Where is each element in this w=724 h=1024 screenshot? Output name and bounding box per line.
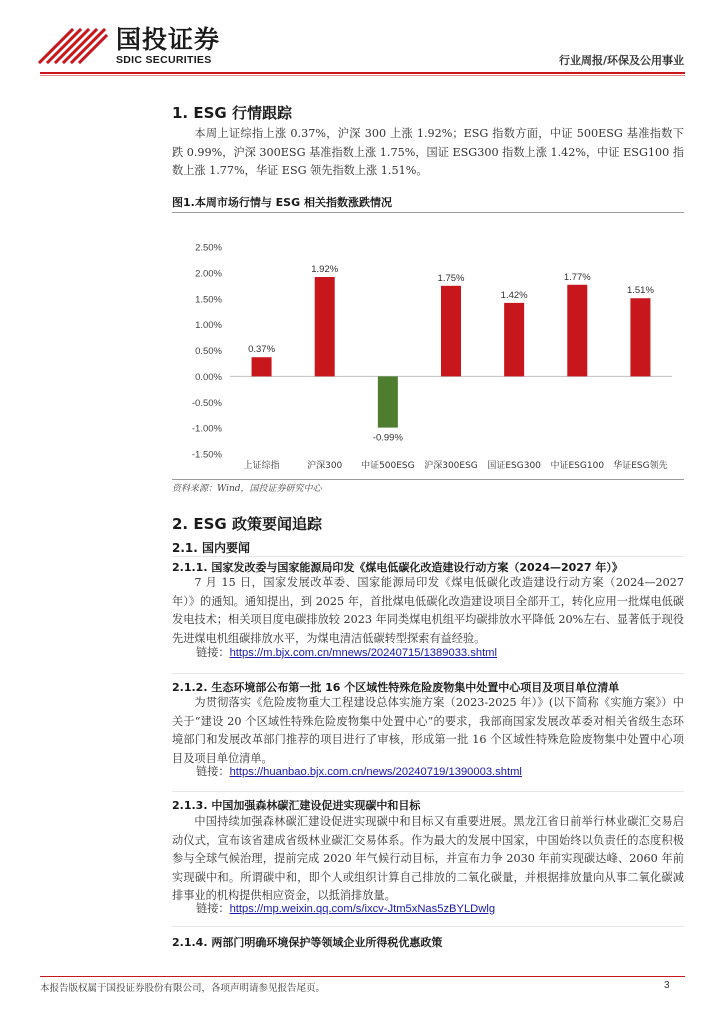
section-divider: [172, 926, 684, 927]
news-body-1: 7 月 15 日，国家发展改革委、国家能源局印发《煤电低碳化改造建设行动方案（2024—2027 年）》的通知。通知提出，到 2025 年，首批煤电低碳化改造建设项目全部开工，转化应用一批煤电低碳发电技术；相关项目度电碳排放较 2023 年同类煤电机组平均碳排放水平降低 20%左右、显著低于现役先进煤电机组碳排放水平，为煤电清洁低碳转型探索有益经验。: [172, 576, 684, 645]
news-title-4: 2.1.4. 两部门明确环境保护等领域企业所得税优惠政策: [172, 936, 443, 949]
x-category-label: 华证ESG领先: [613, 461, 668, 471]
y-tick-label: 0.50%: [195, 346, 222, 357]
link-label: 链接：: [196, 646, 230, 659]
bar-0: [252, 357, 272, 376]
footer-disclaimer: 本报告版权属于国投证券股份有限公司，各项声明请参见报告尾页。: [40, 983, 326, 994]
y-tick-label: 1.50%: [195, 294, 222, 306]
logo-mark-icon: [36, 26, 110, 66]
y-tick-label: 2.00%: [195, 268, 222, 280]
news-link-line-3: [196, 900, 495, 916]
figure-source: 资料来源：Wind，国投证券研究中心: [172, 484, 322, 494]
data-label: 1.77%: [563, 271, 591, 283]
bar-1: [315, 277, 335, 376]
y-tick-label: -0.50%: [191, 397, 222, 409]
section-title-policy-news: 2. ESG 政策要闻追踪: [172, 515, 322, 533]
section-title-esg-tracking: 1. ESG 行情跟踪: [172, 104, 292, 122]
data-label: 1.51%: [626, 285, 654, 297]
y-tick-label: -1.50%: [191, 449, 222, 461]
data-label: 0.37%: [248, 344, 276, 356]
news-body-3: 中国持续加强森林碳汇建设促进实现碳中和目标又有重要进展。黑龙江省日前举行林业碳汇交易启动仪式，宣布该省建成省级林业碳汇交易体系。作为最大的发展中国家，中国始终以负责任的态度积极参与全球气候治理，提前完成 2020 年气候行动目标，并宣布力争 2030 年前实现碳达峰、2060 年前实现碳中和。所谓碳中和，即个人或组织计算自己排放的二氧化碳量，并根据排放量向从事二氧化碳减排事业的机构提供相应资金，以抵消排放量。: [172, 815, 684, 902]
bar-2: [378, 376, 398, 427]
news-link-2[interactable]: https://huanbao.bjx.com.cn/news/20240719/1390003.shtml: [229, 766, 522, 778]
figure-bottom-rule: [172, 479, 684, 480]
y-tick-label: 2.50%: [195, 242, 222, 254]
section-divider: [172, 791, 684, 792]
link-label: 链接：: [196, 902, 230, 915]
data-label: 1.42%: [500, 289, 528, 301]
news-link-3[interactable]: https://mp.weixin.qq.com/s/ixcv-Jtm5xNas5zBYLDwlg: [229, 903, 496, 915]
news-title-2: 2.1.2. 生态环境部公布第一批 16 个区域性特殊危险废物集中处置中心项目及项目单位清单: [172, 681, 620, 694]
y-tick-label: 1.00%: [195, 320, 222, 332]
news-link-1[interactable]: https://m.bjx.com.cn/mnews/20240715/1389033.shtml: [229, 647, 497, 659]
header-divider: [40, 72, 685, 74]
news-link-line-2: [196, 763, 522, 779]
header-divider-thin: [40, 75, 685, 76]
data-label: 1.75%: [437, 272, 465, 284]
x-category-label: 上证综指: [243, 461, 280, 471]
link-label: 链接：: [196, 765, 230, 778]
news-body-2: 为贯彻落实《危险废物重大工程建设总体实施方案（2023-2025 年）》(以下简称《实施方案》）中关于“建设 20 个区域性特殊危险废物集中处置中心”的要求，我部商国家发展改革委对相关省级生态环境部门和发展改革部门推荐的项目进行了审核，形成第一批 16 个区域性特殊危险废物集中处置中心项目及项目单位清单。: [172, 696, 684, 765]
news-title-1: 2.1.1. 国家发改委与国家能源局印发《煤电低碳化改造建设行动方案（2024—2027 年）》: [172, 561, 623, 574]
x-category-label: 国证ESG300: [487, 461, 541, 471]
brand-name-cn: 国投证券: [116, 25, 221, 54]
bar-4: [504, 303, 524, 376]
section-divider: [172, 556, 684, 557]
brand-logo: [36, 26, 246, 70]
brand-name-en: SDIC SECURITIES: [116, 54, 212, 66]
bar-6: [630, 298, 650, 376]
section-divider: [172, 673, 684, 674]
x-category-label: 中证ESG100: [550, 461, 605, 471]
x-category-label: 中证500ESG: [361, 461, 415, 471]
footer-divider: [40, 976, 685, 977]
page-header: [0, 0, 724, 80]
report-type: 行业周报/环保及公用事业: [558, 54, 684, 67]
esg-index-bar-chart: [172, 213, 684, 479]
page-number: 3: [664, 980, 670, 991]
bar-5: [567, 285, 587, 377]
x-category-label: 沪深300: [307, 461, 343, 471]
figure-title: 图1.本周市场行情与 ESG 相关指数涨跌情况: [172, 196, 392, 209]
data-label: -0.99%: [372, 432, 403, 444]
subsection-title-domestic: 2.1. 国内要闻: [172, 541, 250, 555]
section-paragraph: 本周上证综指上涨 0.37%，沪深 300 上涨 1.92%；ESG 指数方面，中证 500ESG 基准指数下跌 0.99%，沪深 300ESG 基准指数上涨 1.75%，国证 ESG300 指数上涨 1.42%，中证 ESG100 指数上涨 1.77%，华证 ESG 领先指数上涨 1.51%。: [172, 127, 684, 177]
y-tick-label: 0.00%: [195, 371, 222, 383]
x-category-label: 沪深300ESG: [424, 461, 478, 471]
news-title-3: 2.1.3. 中国加强森林碳汇建设促进实现碳中和目标: [172, 799, 421, 812]
y-tick-label: -1.00%: [191, 423, 222, 435]
news-link-line-1: [196, 644, 497, 660]
data-label: 1.92%: [311, 264, 339, 276]
bar-3: [441, 286, 461, 377]
